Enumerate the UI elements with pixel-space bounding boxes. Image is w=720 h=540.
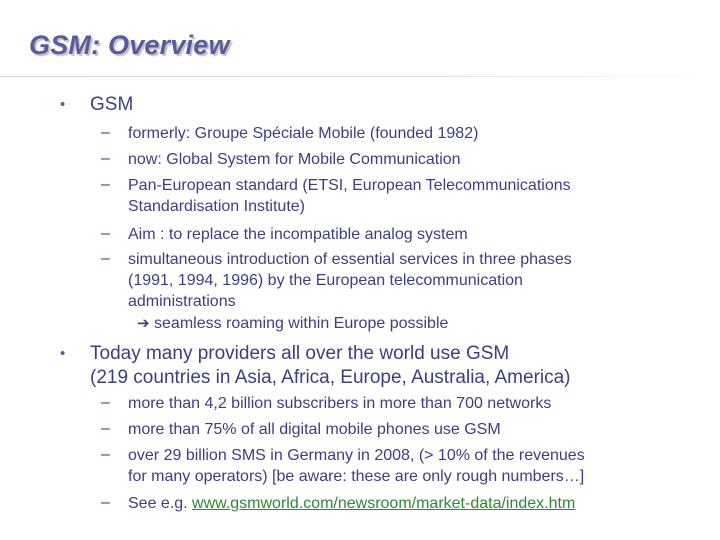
dash: – bbox=[101, 250, 110, 267]
bullet-providers-line2: (219 countries in Asia, Africa, Europe, Australia, America) bbox=[90, 367, 571, 388]
roaming-text: seamless roaming within Europe possible bbox=[154, 315, 449, 332]
slide-title: GSM: Overview bbox=[29, 30, 230, 60]
subitem-sms-line2: for many operators) [be aware: these are only rough numbers…] bbox=[128, 468, 585, 485]
subitem-pan-european-line1: Pan-European standard (ETSI, European Telecommunications bbox=[128, 177, 571, 194]
bullet-dot: • bbox=[60, 96, 66, 113]
dash: – bbox=[101, 176, 110, 193]
roaming-line bbox=[137, 313, 448, 334]
bullet-dot: • bbox=[60, 345, 66, 362]
bullet-providers-line1: Today many providers all over the world use GSM bbox=[90, 343, 510, 364]
dash: – bbox=[101, 150, 110, 167]
dash: – bbox=[101, 225, 110, 242]
subitem-digital-phones: more than 75% of all digital mobile phones use GSM bbox=[128, 421, 501, 438]
dash: – bbox=[101, 420, 110, 437]
subitem-simultaneous-line1: simultaneous introduction of essential services in three phases bbox=[128, 251, 572, 268]
dash: – bbox=[101, 494, 110, 511]
subitem-aim: Aim : to replace the incompatible analog system bbox=[128, 226, 468, 243]
subitem-now: now: Global System for Mobile Communication bbox=[128, 151, 461, 168]
subitem-see-also bbox=[128, 493, 575, 514]
bullet-gsm: GSM bbox=[90, 94, 134, 115]
subitem-simultaneous-line2: (1991, 1994, 1996) by the European telecommunication bbox=[128, 272, 523, 289]
subitem-subscribers: more than 4,2 billion subscribers in more than 700 networks bbox=[128, 395, 552, 412]
dash: – bbox=[101, 124, 110, 141]
see-also-prefix: See e.g. bbox=[128, 495, 193, 512]
dash: – bbox=[101, 446, 110, 463]
dash: – bbox=[101, 394, 110, 411]
subitem-formerly: formerly: Groupe Spéciale Mobile (founded 1982) bbox=[128, 125, 479, 142]
subitem-sms-line1: over 29 billion SMS in Germany in 2008, (> 10% of the revenues bbox=[128, 447, 585, 464]
subitem-simultaneous-line3: administrations bbox=[128, 293, 236, 310]
subitem-pan-european-line2: Standardisation Institute) bbox=[128, 198, 305, 215]
title-divider bbox=[0, 76, 720, 77]
gsmworld-link[interactable]: www.gsmworld.com/newsroom/market-data/index.htm bbox=[192, 495, 576, 512]
right-arrow-icon: ➔ bbox=[137, 314, 150, 332]
